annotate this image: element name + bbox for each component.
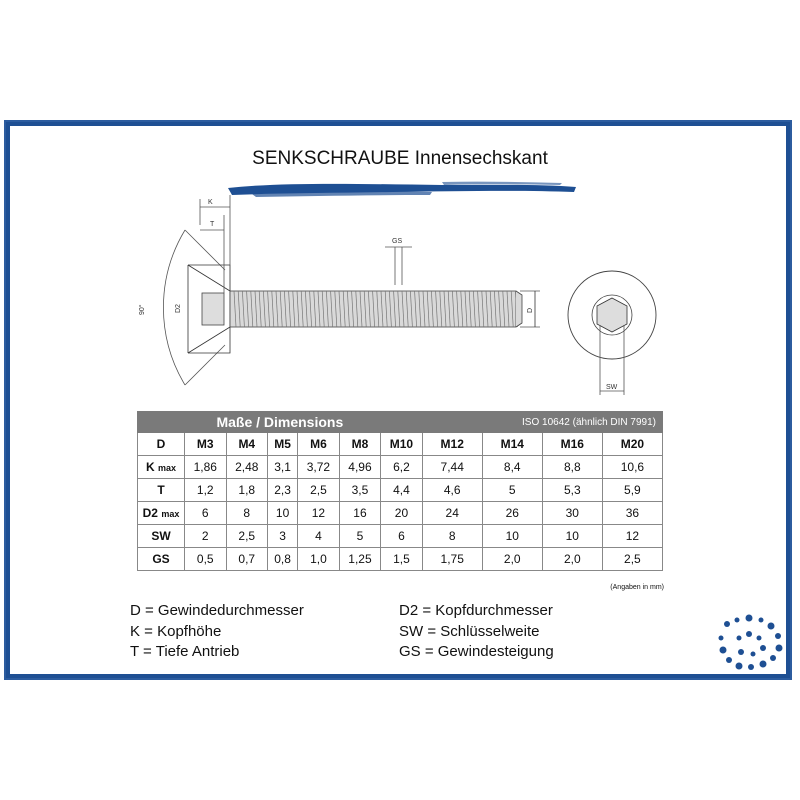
legend-item: D = Gewindedurchmesser (130, 602, 304, 619)
table-cell: 4,6 (422, 479, 482, 502)
table-cell: 5,3 (542, 479, 602, 502)
label-angle: 90° (139, 304, 146, 315)
table-header-title: Maße / Dimensions (138, 412, 423, 433)
table-cell: 12 (298, 502, 340, 525)
table-corner-cell: D (138, 433, 185, 456)
table-cell: 12 (602, 525, 662, 548)
table-cell: 3 (268, 525, 298, 548)
label-gs: GS (392, 238, 403, 245)
legend-left (130, 601, 304, 663)
table-column-header: M8 (339, 433, 381, 456)
table-row (138, 525, 663, 548)
table-row-label: D2 max (138, 502, 185, 525)
table-column-header-row (138, 433, 663, 456)
page-title: SENKSCHRAUBE Innensechskant (252, 148, 548, 169)
unit-note: (Angaben in mm) (610, 584, 664, 591)
table-cell: 3,5 (339, 479, 381, 502)
table-cell: 0,5 (185, 548, 227, 571)
legend-item: T = Tiefe Antrieb (130, 643, 240, 660)
screw-technical-drawing (130, 195, 670, 405)
table-cell: 2,5 (226, 525, 268, 548)
table-cell: 8,4 (482, 456, 542, 479)
table-cell: 5 (339, 525, 381, 548)
table-row-label: GS (138, 548, 185, 571)
table-cell: 2 (185, 525, 227, 548)
table-cell: 6,2 (381, 456, 422, 479)
table-column-header: M5 (268, 433, 298, 456)
table-row (138, 479, 663, 502)
legend-item: SW = Schlüsselweite (399, 622, 540, 640)
table-column-header: M6 (298, 433, 340, 456)
table-cell: 10 (482, 525, 542, 548)
table-cell: 10 (268, 502, 298, 525)
table-cell: 1,0 (298, 548, 340, 571)
label-t: T (210, 221, 215, 228)
table-header-row (138, 412, 663, 433)
table-cell: 8 (226, 502, 268, 525)
legend-item: K = Kopfhöhe (130, 622, 222, 640)
legend-item: D2 = Kopfdurchmesser (399, 602, 553, 619)
brand-logo (715, 612, 787, 674)
table-cell: 5,9 (602, 479, 662, 502)
table-cell: 6 (381, 525, 422, 548)
table-row-label: K max (138, 456, 185, 479)
legend-right (399, 601, 554, 663)
table-cell: 3,1 (268, 456, 298, 479)
table-cell: 30 (542, 502, 602, 525)
table-cell: 4 (298, 525, 340, 548)
table-column-header: M12 (422, 433, 482, 456)
table-cell: 16 (339, 502, 381, 525)
table-column-header: M14 (482, 433, 542, 456)
table-cell: 1,8 (226, 479, 268, 502)
table-cell: 4,96 (339, 456, 381, 479)
table-cell: 1,25 (339, 548, 381, 571)
table-cell: 36 (602, 502, 662, 525)
table-cell: 4,4 (381, 479, 422, 502)
table-row-label: T (138, 479, 185, 502)
table-cell: 2,3 (268, 479, 298, 502)
table-cell: 3,72 (298, 456, 340, 479)
table-cell: 7,44 (422, 456, 482, 479)
table-cell: 1,86 (185, 456, 227, 479)
table-cell: 8,8 (542, 456, 602, 479)
table-cell: 2,5 (298, 479, 340, 502)
legend-item: GS = Gewindesteigung (399, 643, 554, 660)
label-d: D (527, 307, 534, 313)
table-cell: 10 (542, 525, 602, 548)
table-column-header: M3 (185, 433, 227, 456)
table-cell: 24 (422, 502, 482, 525)
table-cell: 0,8 (268, 548, 298, 571)
table-cell: 1,5 (381, 548, 422, 571)
table-cell: 0,7 (226, 548, 268, 571)
table-cell: 2,48 (226, 456, 268, 479)
table-cell: 5 (482, 479, 542, 502)
table-row (138, 502, 663, 525)
table-cell: 1,75 (422, 548, 482, 571)
table-cell: 1,2 (185, 479, 227, 502)
table-row (138, 456, 663, 479)
table-column-header: M20 (602, 433, 662, 456)
table-cell: 8 (422, 525, 482, 548)
table-column-header: M4 (226, 433, 268, 456)
table-cell: 2,5 (602, 548, 662, 571)
table-column-header: M10 (381, 433, 422, 456)
table-header-standard: ISO 10642 (ähnlich DIN 7991) (422, 412, 662, 433)
table-cell: 2,0 (542, 548, 602, 571)
table-cell: 26 (482, 502, 542, 525)
label-d2: D2 (175, 304, 182, 313)
table-row-label: SW (138, 525, 185, 548)
label-sw: SW (606, 384, 618, 391)
table-cell: 6 (185, 502, 227, 525)
table-cell: 20 (381, 502, 422, 525)
table-cell: 10,6 (602, 456, 662, 479)
table-column-header: M16 (542, 433, 602, 456)
dimensions-table (137, 411, 663, 571)
table-cell: 2,0 (482, 548, 542, 571)
table-body (138, 456, 663, 571)
label-k: K (208, 199, 213, 206)
table-row (138, 548, 663, 571)
